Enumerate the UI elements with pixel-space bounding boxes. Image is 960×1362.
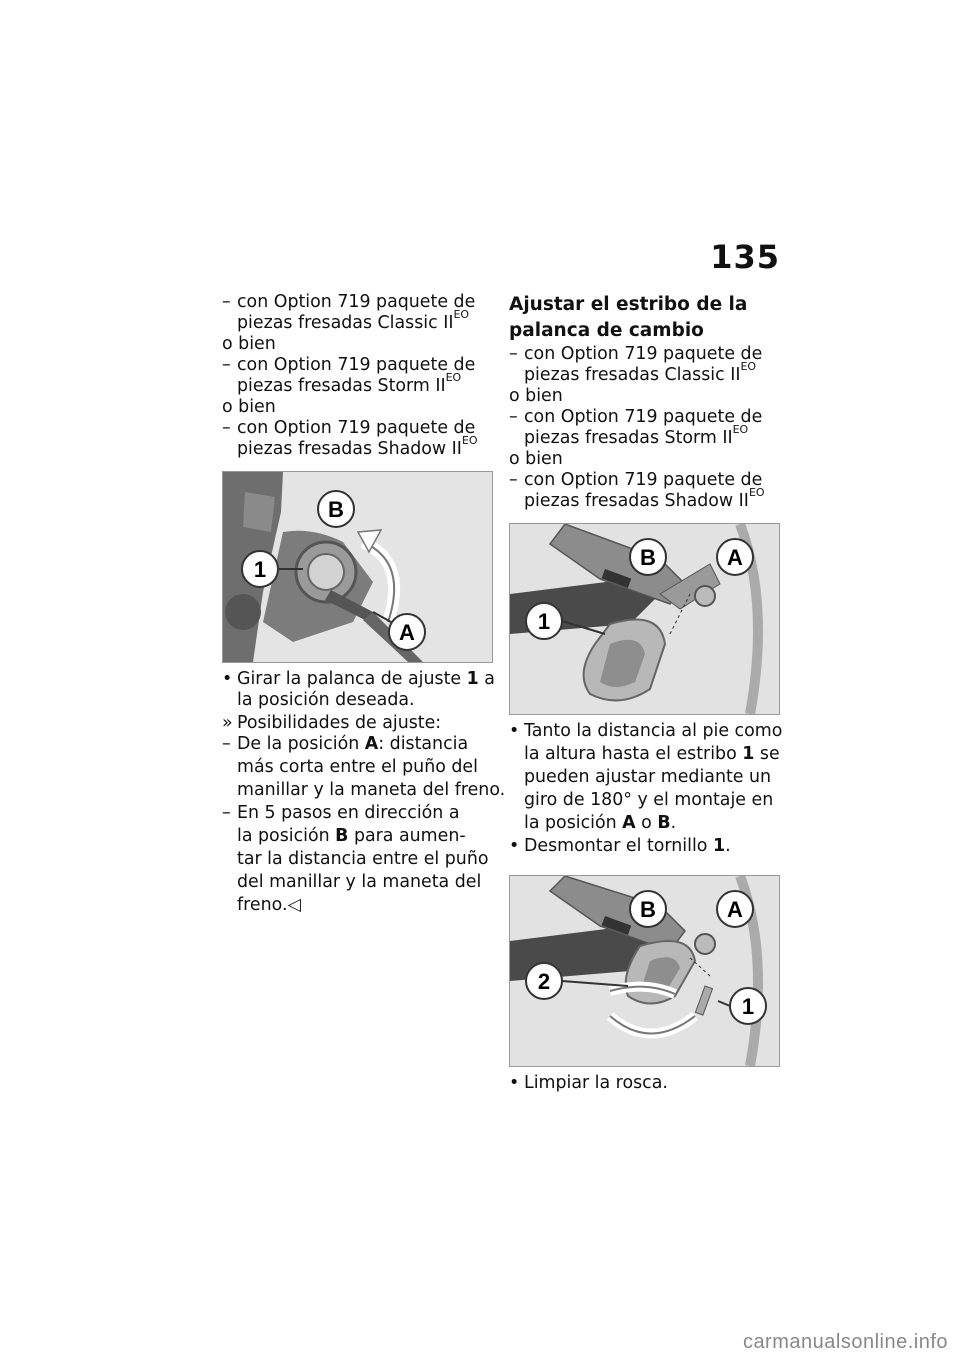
result-line: » Posibilidades de ajuste: xyxy=(222,713,442,733)
step-turn-lever-line2: la posición deseada. xyxy=(237,690,415,710)
figure-shift-peg xyxy=(509,523,780,715)
end-mark-icon: ◁ xyxy=(287,895,301,915)
callout-label: A xyxy=(399,620,415,645)
option-shadow: – con Option 719 paquete de xyxy=(509,470,763,490)
callout-label: 1 xyxy=(741,994,755,1019)
option-classic: – con Option 719 paquete de xyxy=(509,344,763,364)
option-shadow: – con Option 719 paquete de xyxy=(222,418,476,438)
left-column: – con Option 719 paquete de piezas fresadas Classic $II^{EO}$ o bien – con Option 719 paquete de piezas fresadas Storm $II^{EO}$ o bien – con Option 719 paquete de piezas fresadas Shadow $II^{EO}$ B 1 A • Girar la palanca de ajuste 1 a la posición deseada. » Posibilidades de ajuste: – De la posición A: distancia más corta entre el puño del manillar y la maneta del freno. – En 5 pasos en dirección a la posición B para aumen- tar la distancia entre el puño del manillar y la maneta del freno.◁ xyxy=(222,292,506,915)
callout-label: 2 xyxy=(537,969,551,994)
page-number: 135 xyxy=(710,238,780,276)
separator-or: o bien xyxy=(509,449,563,469)
option-shadow-line2: piezas fresadas Shadow $II^{EO}$ xyxy=(237,434,478,459)
callout-label: A xyxy=(727,545,743,570)
right-column: Ajustar el estribo de la palanca de cambio – con Option 719 paquete de piezas fresadas Classic $II^{EO}$ o bien – con Option 719 paquete de piezas fresadas Storm $II^{EO}$ o bien – con Option 719 paquete de piezas fresadas Shadow $II^{EO}$ B A 1 • Tanto la distancia al pie como la altura hasta el estribo 1 se pueden ajustar mediante un giro de 180° y el montaje en la posición A o B. • Desmontar el tornillo 1. B A 2 1 • Limpiar la rosca. xyxy=(509,292,789,1096)
step-clean-thread: • Limpiar la rosca. xyxy=(509,1073,668,1093)
callout-label: B xyxy=(640,897,656,922)
callout-label: B xyxy=(640,545,656,570)
callout-label: 1 xyxy=(537,609,551,634)
option-classic-line2: piezas fresadas Classic $II^{EO}$ xyxy=(237,308,470,333)
position-b: – En 5 pasos en dirección a xyxy=(222,803,460,823)
callout-label: A xyxy=(727,897,743,922)
figure-brake-lever-adjuster xyxy=(222,471,493,663)
callout-label: B xyxy=(328,497,344,522)
step-peg-adjust: • Tanto la distancia al pie como xyxy=(509,721,783,741)
option-classic: – con Option 719 paquete de xyxy=(222,292,476,312)
option-storm-line2: piezas fresadas Storm $II^{EO}$ xyxy=(237,371,462,396)
watermark: carmanualsonline.info xyxy=(742,1331,948,1353)
section-heading: Ajustar el estribo de la xyxy=(509,294,748,315)
section-heading-line2: palanca de cambio xyxy=(509,320,704,341)
separator-or: o bien xyxy=(509,386,563,406)
step-turn-lever: • Girar la palanca de ajuste 1 a xyxy=(222,669,495,689)
separator-or: o bien xyxy=(222,334,276,354)
option-storm: – con Option 719 paquete de xyxy=(222,355,476,375)
position-a: – De la posición A: distancia xyxy=(222,734,469,754)
step-remove-screw: • Desmontar el tornillo 1. xyxy=(509,836,731,856)
separator-or: o bien xyxy=(222,397,276,417)
figure-peg-screw xyxy=(509,875,780,1067)
option-storm: – con Option 719 paquete de xyxy=(509,407,763,427)
callout-label: 1 xyxy=(253,557,267,582)
